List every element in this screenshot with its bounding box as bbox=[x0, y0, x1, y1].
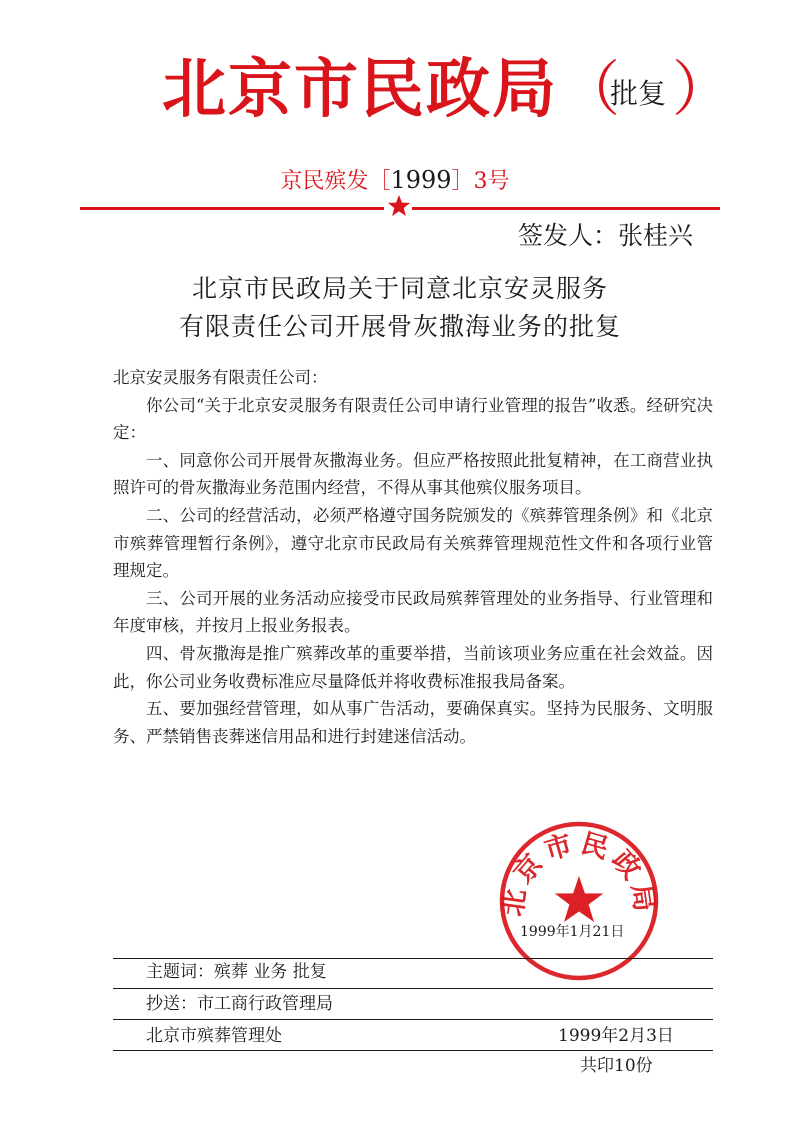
item-paragraph: 三、公司开展的业务活动应接受市民政局殡葬管理处的业务指导、行业管理和年度审核，并按月上报业务报表。 bbox=[113, 588, 713, 636]
signer: 签发人：张桂兴 bbox=[518, 221, 694, 250]
item-paragraph: 五、要加强经营管理，如从事广告活动，要确保真实。坚持为民服务、文明服务、严禁销售丧葬迷信用品和进行封建迷信活动。 bbox=[113, 699, 713, 746]
paren-close: ） bbox=[672, 55, 732, 125]
subject-keywords: 主题词：殡葬 业务 批复 bbox=[146, 962, 327, 982]
paren-open: （ bbox=[560, 55, 620, 125]
document-title bbox=[80, 270, 720, 346]
title-line-2: 有限责任公司开展骨灰撒海业务的批复 bbox=[178, 312, 621, 341]
issuing-office: 北京市殡葬管理处 bbox=[146, 1026, 282, 1046]
item-paragraph: 四、骨灰撒海是推广殡葬改革的重要举措，当前该项业务应重在社会效益。因此，你公司业务收费标准应尽量降低并将收费标准报我局备案。 bbox=[113, 643, 713, 691]
footer-rule-bottom bbox=[113, 1050, 713, 1051]
footer-rule bbox=[113, 988, 713, 989]
seal-date: 1999年1月21日 bbox=[520, 924, 625, 940]
intro-paragraph: 你公司“关于北京安灵服务有限责任公司申请行业管理的报告”收悉。经研究决定： bbox=[113, 395, 713, 443]
red-divider-right bbox=[412, 207, 720, 210]
red-divider-left bbox=[80, 207, 384, 210]
document-body bbox=[113, 364, 713, 750]
footer-rule-top bbox=[113, 958, 713, 959]
footer-rule bbox=[113, 1019, 713, 1020]
doc-number-year: 1999 bbox=[390, 166, 452, 194]
seal-star-icon bbox=[555, 876, 604, 922]
cc-recipients: 抄送：市工商行政管理局 bbox=[146, 994, 333, 1014]
issue-date: 1999年2月3日 bbox=[558, 1026, 674, 1046]
org-title: 北京市民政局 bbox=[162, 52, 558, 127]
doc-number-suffix: ］3号 bbox=[451, 169, 510, 194]
star-icon bbox=[387, 194, 411, 218]
addressee: 北京安灵服务有限责任公司： bbox=[113, 368, 328, 387]
copies-printed: 共印10份 bbox=[580, 1056, 653, 1076]
doc-kind: 批复 bbox=[610, 77, 667, 110]
doc-number bbox=[270, 166, 520, 195]
title-line-1: 北京市民政局关于同意北京安灵服务 bbox=[191, 274, 608, 303]
item-paragraph: 二、公司的经营活动，必须严格遵守国务院颁发的《殡葬管理条例》和《北京市殡葬管理暂行条例》，遵守北京市民政局有关殡葬管理规范性文件和各项行业管理规定。 bbox=[113, 505, 713, 581]
item-paragraph: 一、同意你公司开展骨灰撒海业务。但应严格按照此批复精神，在工商营业执照许可的骨灰撒海业务范围内经营，不得从事其他殡仪服务项目。 bbox=[113, 450, 713, 498]
doc-number-prefix: 京民殡发［ bbox=[280, 169, 391, 194]
seal-text: 北京市民政局 bbox=[498, 827, 660, 919]
